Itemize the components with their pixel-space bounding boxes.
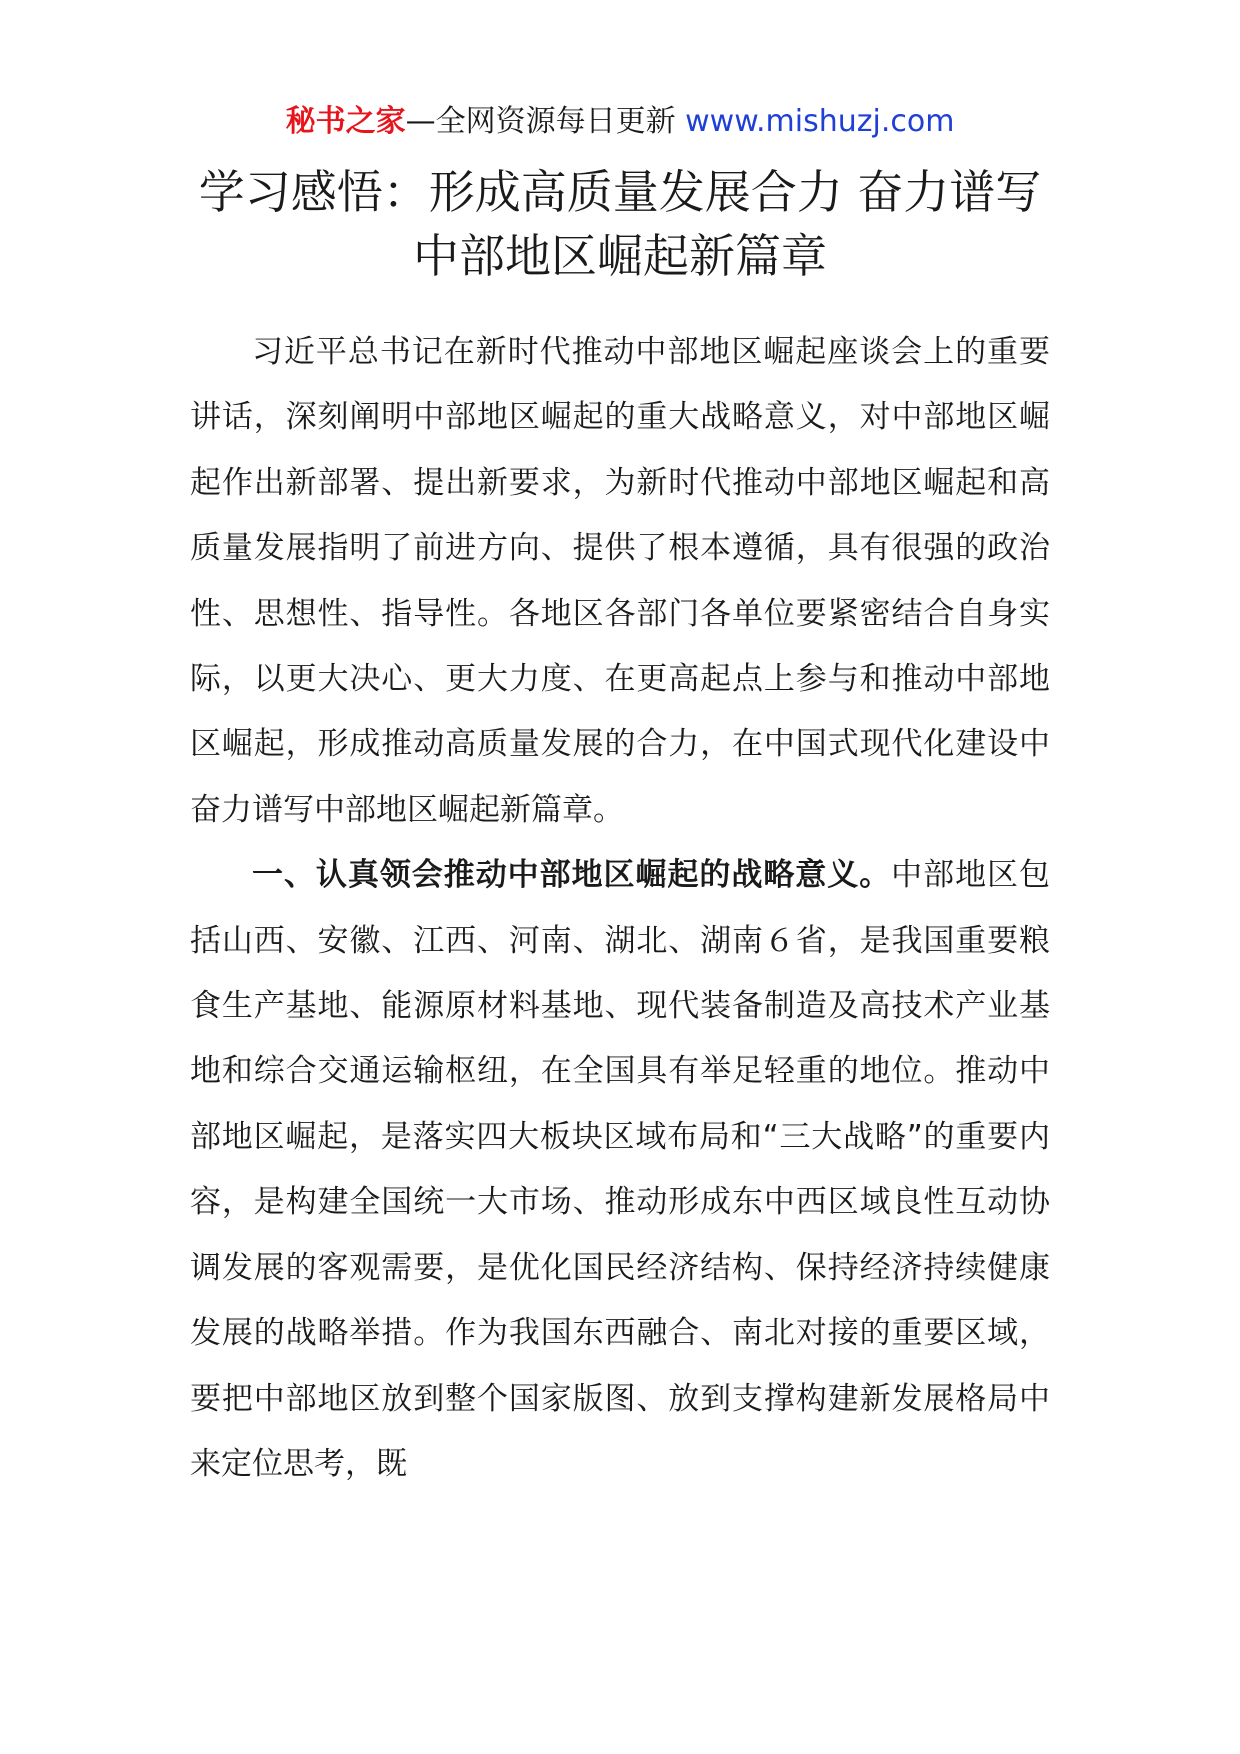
section-1-body: 中部地区包括山西、安徽、江西、河南、湖北、湖南６省，是我国重要粮食生产基地、能源原材料基地、现代装备制造及高技术产业基地和综合交通运输枢纽，在全国具有举足轻重的地位。推动中部地区崛起，是落实四大板块区域布局和“三大战略”的重要内容，是构建全国统一大市场、推动形成东中西区域良性互动协调发展的客观需要，是优化国民经济结构、保持经济持续健康发展的战略举措。作为我国东西融合、南北对接的重要区域，要把中部地区放到整个国家版图、放到支撑构建新发展格局中来定位思考，既 [190,857,1051,1482]
document-title [0,160,1240,288]
section-1-paragraph [190,843,1050,1497]
section-1-heading: 一、认真领会推动中部地区崛起的战略意义。 [252,857,892,894]
title-line-2: 中部地区崛起新篇章 [413,229,827,283]
banner-slogan: —全网资源每日更新 [405,104,686,139]
brand-name: 秘书之家 [285,104,406,139]
document-body [190,320,1050,1497]
title-line-1: 学习感悟：形成高质量发展合力 奋力谱写 [198,165,1042,219]
site-banner [0,100,1240,144]
intro-paragraph: 习近平总书记在新时代推动中部地区崛起座谈会上的重要讲话，深刻阐明中部地区崛起的重大战略意义，对中部地区崛起作出新部署、提出新要求，为新时代推动中部地区崛起和高质量发展指明了前进方向、提供了根本遵循，具有很强的政治性、思想性、指导性。各地区各部门各单位要紧密结合自身实际，以更大决心、更大力度、在更高起点上参与和推动中部地区崛起，形成推动高质量发展的合力，在中国式现代化建设中奋力谱写中部地区崛起新篇章。 [190,334,1050,828]
site-url-link[interactable]: www.mishuzj.com [685,104,955,139]
